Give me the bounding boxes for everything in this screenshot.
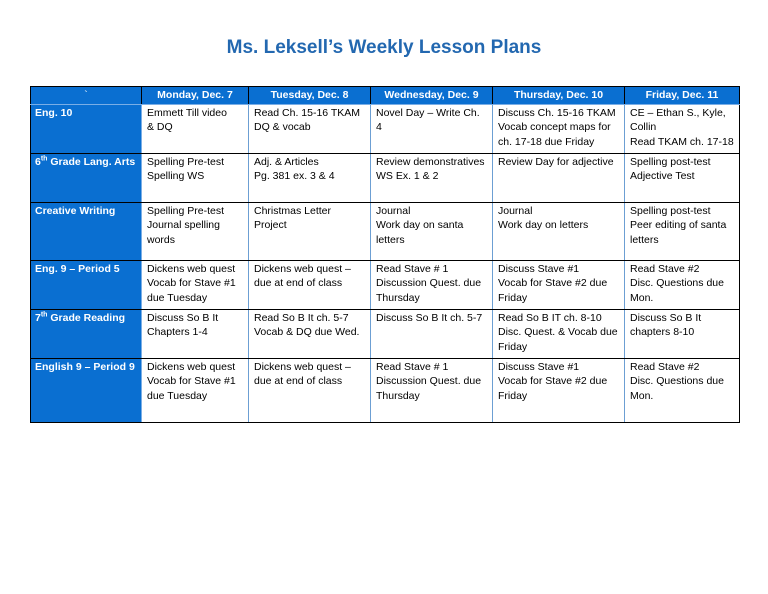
subject-name: Grade Lang. Arts	[47, 155, 136, 168]
lesson-text: due Tuesday	[147, 389, 208, 402]
day-header-monday: Monday, Dec. 7	[142, 87, 249, 105]
lesson-text: letters	[376, 233, 405, 246]
lesson-text: & DQ	[147, 121, 173, 133]
lesson-text: words	[147, 233, 176, 246]
lesson-text: Dickens web quest –	[254, 360, 351, 373]
lesson-text: Work day on santa	[376, 219, 464, 231]
lesson-cell	[371, 104, 493, 153]
lesson-text: Spelling post-test	[630, 155, 711, 168]
lesson-cell	[493, 104, 625, 153]
lesson-text: Mon.	[630, 389, 654, 402]
lesson-cell	[493, 260, 625, 309]
lesson-text: Dickens web quest –	[254, 262, 351, 275]
lesson-text: Work day on letters	[498, 219, 589, 231]
lesson-text: WS Ex. 1 & 2	[376, 170, 439, 182]
subject-label: Creative Writing	[31, 202, 142, 260]
lesson-text: Read Stave #2	[630, 262, 700, 275]
subject-label: Eng. 9 – Period 5	[31, 260, 142, 309]
table-row	[31, 104, 740, 153]
lesson-text: ch. 17-18 due Friday	[498, 135, 595, 148]
header-row	[31, 87, 740, 105]
lesson-text: Pg. 381 ex. 3 & 4	[254, 170, 335, 182]
subject-label: Eng. 10	[31, 104, 142, 153]
lesson-text: Vocab for Stave #2 due	[498, 277, 608, 289]
lesson-text: Discuss Stave #1	[498, 360, 580, 373]
lesson-cell	[625, 309, 740, 358]
subject-grade-number: 7	[35, 311, 41, 324]
lesson-text: DQ & vocab	[254, 121, 311, 133]
lesson-cell	[371, 202, 493, 260]
lesson-text: Project	[254, 219, 287, 231]
lesson-cell	[625, 104, 740, 153]
day-header-friday: Friday, Dec. 11	[625, 87, 740, 105]
page-title: Ms. Leksell’s Weekly Lesson Plans	[226, 37, 542, 58]
lesson-text: Novel Day – Write Ch.	[376, 106, 480, 119]
lesson-text: CE – Ethan S., Kyle,	[630, 106, 726, 119]
lesson-text: Dickens web quest	[147, 262, 236, 275]
lesson-text: Adj. & Articles	[254, 155, 319, 168]
lesson-text: Discussion Quest. due	[376, 375, 482, 387]
lesson-cell	[249, 309, 371, 358]
lesson-cell	[625, 260, 740, 309]
lesson-text: Spelling post-test	[630, 204, 711, 217]
day-header-wednesday: Wednesday, Dec. 9	[371, 87, 493, 105]
lesson-text: Review demonstratives	[376, 155, 485, 168]
lesson-cell	[371, 153, 493, 202]
lesson-text: Journal	[376, 204, 411, 217]
lesson-cell	[249, 104, 371, 153]
lesson-text: Read So B IT ch. 8-10	[498, 311, 602, 324]
lesson-text: Friday	[498, 340, 528, 353]
lesson-text: Journal spelling	[147, 219, 220, 231]
lesson-text: Vocab concept maps for	[498, 121, 611, 133]
lesson-text: Spelling WS	[147, 170, 205, 182]
lesson-text: Discuss So B It ch. 5-7	[376, 311, 483, 324]
lesson-text: Mon.	[630, 291, 654, 304]
lesson-text: Spelling Pre-test	[147, 155, 225, 168]
table-row	[31, 358, 740, 422]
lesson-text: Friday	[498, 291, 528, 304]
day-header-thursday: Thursday, Dec. 10	[493, 87, 625, 105]
lesson-text: letters	[630, 233, 659, 246]
lesson-cell	[625, 358, 740, 422]
lesson-text: Dickens web quest	[147, 360, 236, 373]
lesson-text: Journal	[498, 204, 533, 217]
table-row	[31, 309, 740, 358]
lesson-cell	[493, 309, 625, 358]
lesson-text: Adjective Test	[630, 170, 695, 182]
lesson-text: Chapters 1-4	[147, 326, 208, 338]
lesson-text: Read Stave # 1	[376, 262, 449, 275]
lesson-cell	[249, 202, 371, 260]
lesson-text: Vocab for Stave #1	[147, 277, 236, 289]
lesson-text: Discuss Stave #1	[498, 262, 580, 275]
lesson-text: chapters 8-10	[630, 326, 695, 338]
lesson-text: Read Stave #2	[630, 360, 700, 373]
lesson-text: Spelling Pre-test	[147, 204, 225, 217]
table-row	[31, 260, 740, 309]
lesson-plan-table	[30, 86, 740, 423]
subject-name: Grade Reading	[47, 311, 126, 324]
lesson-text: Read So B It ch. 5-7	[254, 311, 349, 324]
subject-ordinal-suffix: th	[40, 311, 48, 318]
lesson-text: due at end of class	[254, 277, 343, 289]
lesson-cell	[625, 202, 740, 260]
lesson-text: due Tuesday	[147, 291, 208, 304]
subject-label	[31, 153, 142, 202]
lesson-cell	[493, 358, 625, 422]
lesson-text: Disc. Questions due	[630, 277, 724, 289]
lesson-cell	[142, 202, 249, 260]
lesson-text: Read Stave # 1	[376, 360, 449, 373]
subject-grade-number: 6	[35, 155, 41, 168]
lesson-cell	[142, 260, 249, 309]
day-header-tuesday: Tuesday, Dec. 8	[249, 87, 371, 105]
lesson-text: Read Ch. 15-16 TKAM	[254, 106, 361, 119]
lesson-text: Disc. Questions due	[630, 375, 724, 387]
lesson-text: Thursday	[376, 389, 420, 402]
lesson-cell	[142, 358, 249, 422]
subject-label	[31, 309, 142, 358]
lesson-text: Emmett Till video	[147, 106, 227, 119]
lesson-cell	[249, 260, 371, 309]
lesson-cell	[142, 104, 249, 153]
table-row	[31, 202, 740, 260]
table-row	[31, 153, 740, 202]
lesson-text: Disc. Quest. & Vocab due	[498, 326, 618, 338]
lesson-cell	[142, 153, 249, 202]
lesson-text: Discussion Quest. due	[376, 277, 482, 289]
lesson-text: Vocab for Stave #2 due	[498, 375, 608, 387]
lesson-text: Friday	[498, 389, 528, 402]
lesson-text: Peer editing of santa	[630, 219, 727, 231]
corner-cell: `	[31, 87, 142, 105]
lesson-text: Thursday	[376, 291, 420, 304]
lesson-text: Vocab & DQ due Wed.	[254, 326, 360, 338]
lesson-cell	[249, 153, 371, 202]
lesson-cell	[249, 358, 371, 422]
lesson-text: Vocab for Stave #1	[147, 375, 236, 387]
lesson-cell	[371, 358, 493, 422]
lesson-cell	[493, 202, 625, 260]
lesson-cell	[371, 260, 493, 309]
lesson-text: Discuss So B It	[147, 311, 219, 324]
lesson-text: Discuss So B It	[630, 311, 702, 324]
subject-ordinal-suffix: th	[40, 155, 48, 162]
lesson-text: Read TKAM ch. 17-18	[630, 135, 734, 148]
lesson-text: Collin	[630, 121, 657, 133]
lesson-cell	[625, 153, 740, 202]
lesson-text: Review Day for adjective	[498, 155, 614, 168]
lesson-text: Christmas Letter	[254, 204, 332, 217]
lesson-cell	[371, 309, 493, 358]
lesson-text: due at end of class	[254, 375, 343, 387]
subject-label: English 9 – Period 9	[31, 358, 142, 422]
lesson-cell	[142, 309, 249, 358]
lesson-text: 4	[376, 121, 382, 133]
lesson-cell	[493, 153, 625, 202]
lesson-text: Discuss Ch. 15-16 TKAM	[498, 106, 616, 119]
